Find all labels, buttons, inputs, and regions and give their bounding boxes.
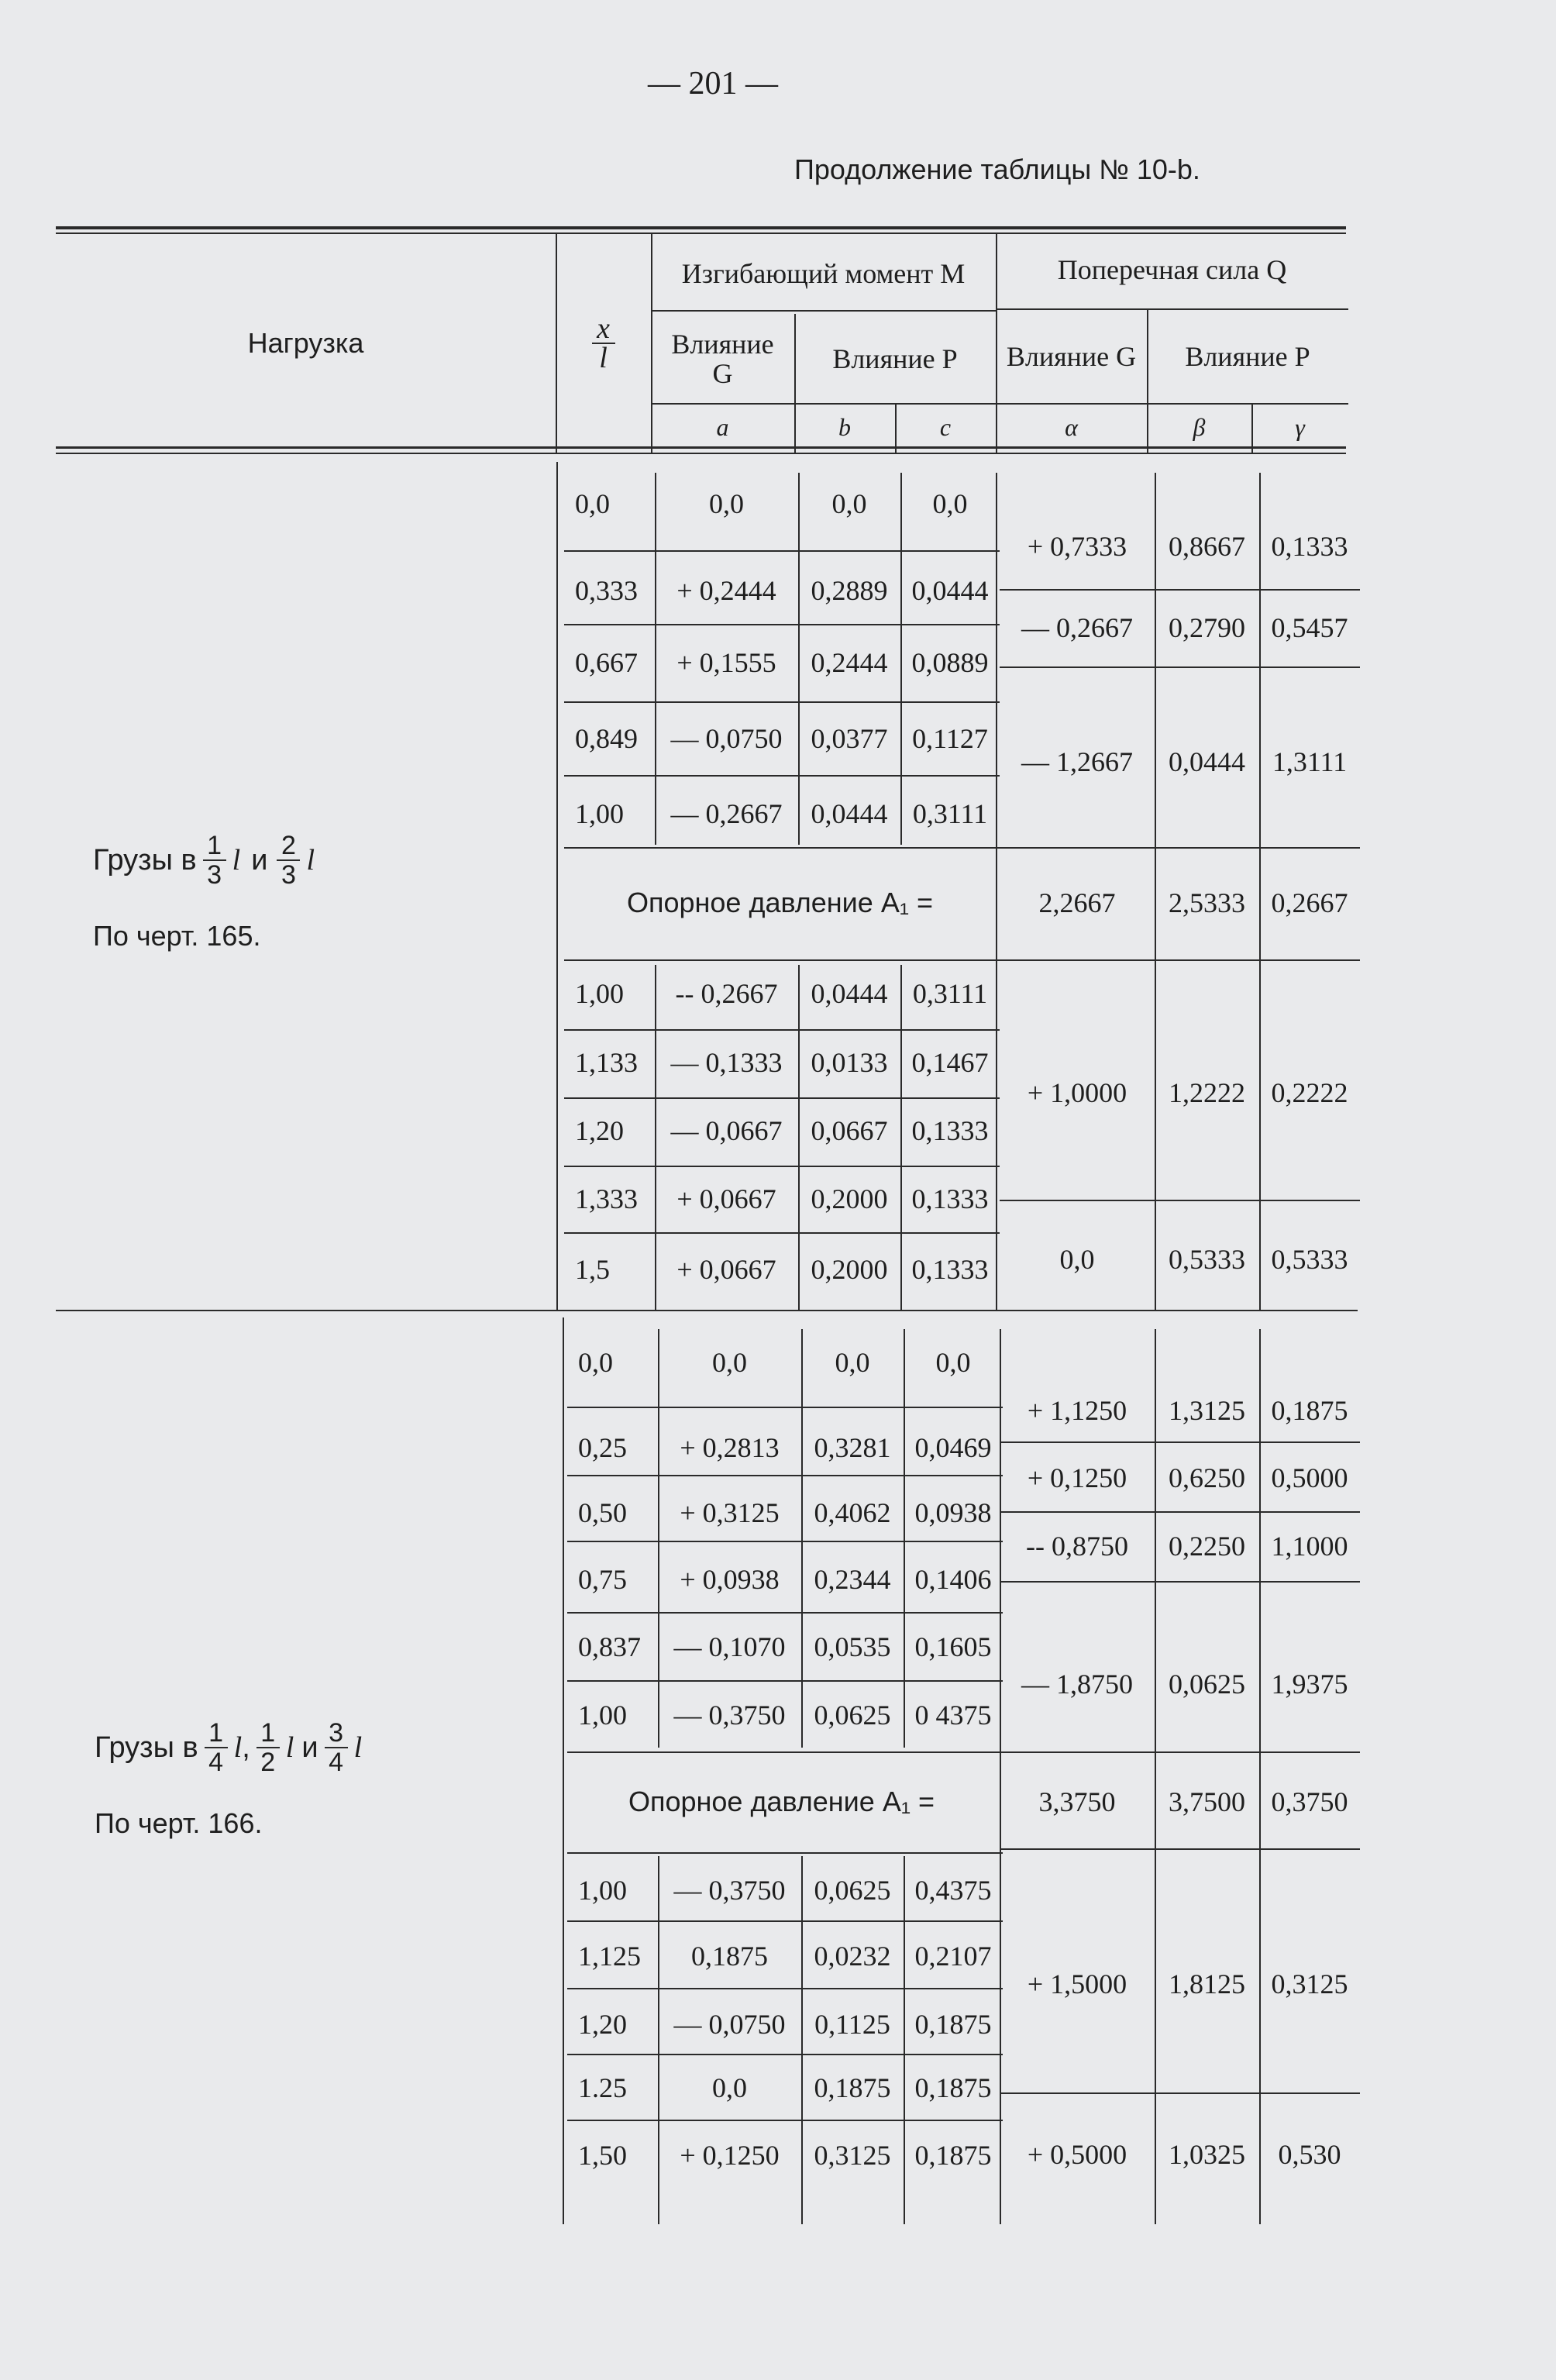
block1-row7-a: — 0,0667	[670, 1115, 783, 1146]
block2-moment-rowline	[567, 1475, 1003, 1476]
block2-row6-b: 0,0625	[814, 1875, 891, 1906]
block2-row0-x: 0,0	[578, 1347, 613, 1378]
block1-l2: l	[306, 844, 315, 877]
block1-row6-a: — 0,1333	[670, 1047, 783, 1078]
block1-shear3-beta: 2,5333	[1169, 887, 1245, 918]
block2-row10-c: 0,1875	[914, 2140, 992, 2171]
block2-row4-c: 0,1605	[914, 1631, 992, 1662]
block1-row5-a: -- 0,2667	[675, 978, 778, 1009]
block2-shear0-beta: 1,3125	[1169, 1395, 1245, 1426]
block1-row4-b: 0,0444	[811, 798, 888, 829]
block1-row7-b: 0,0667	[811, 1115, 888, 1146]
block2-row10-a: + 0,1250	[680, 2140, 780, 2171]
block2-support-pressure-label: Опорное давление A₁ =	[628, 1786, 935, 1817]
top-rule-thin	[56, 232, 1346, 234]
header-bottom-rule-2	[56, 453, 1346, 454]
block1-row3-a: — 0,0750	[670, 722, 783, 754]
block2-label-and: и	[301, 1731, 318, 1764]
block1-row4-a: — 0,2667	[670, 798, 783, 829]
block2-row4-a: — 0,1070	[673, 1631, 786, 1662]
block1-shear-rowline	[1000, 666, 1360, 668]
block1-moment-rowline	[564, 847, 1000, 849]
block2-shear-rowline	[1000, 1441, 1360, 1443]
block1-shear-rowline	[1000, 1200, 1360, 1201]
block2-moment-rowline	[567, 1612, 1003, 1614]
block2-l3: l	[353, 1731, 363, 1764]
block2-shear3-alpha: — 1,8750	[1021, 1668, 1133, 1700]
block2-row6-x: 1,00	[578, 1875, 627, 1906]
block2-shear-rowline	[1000, 1751, 1360, 1753]
block2-row1-c: 0,0469	[914, 1432, 992, 1463]
block2-moment-rowline	[567, 2054, 1003, 2055]
block1-vrule-shear	[996, 473, 997, 1310]
block1-row1-c: 0,0444	[911, 575, 989, 606]
header-vrule-gamma	[1251, 405, 1253, 453]
block2-l1: l	[233, 1731, 243, 1764]
header-vrule-a	[651, 232, 652, 453]
header-col-alpha: α	[1065, 412, 1078, 441]
block1-support-pressure-label: Опорное давление A₁ =	[626, 887, 933, 918]
block1-moment-vrule	[900, 965, 902, 1310]
block2-shear6-gamma: 0,530	[1278, 2139, 1341, 2170]
header-moment-infl-g: Влияние G	[671, 328, 774, 389]
block2-row9-b: 0,1875	[814, 2072, 891, 2103]
block2-row8-c: 0,1875	[914, 2009, 992, 2040]
block2-vrule-beta	[1155, 1329, 1156, 2224]
block1-row5-b: 0,0444	[811, 978, 888, 1009]
block1-shear0-gamma: 0,1333	[1271, 531, 1348, 562]
block2-row0-a: 0,0	[712, 1347, 747, 1378]
header-load: Нагрузка	[247, 326, 364, 359]
block1-moment-vrule	[900, 473, 902, 845]
block2-shear2-alpha: -- 0,8750	[1026, 1531, 1128, 1562]
block1-row3-x: 0,849	[575, 722, 638, 754]
block1-shear0-beta: 0,8667	[1169, 531, 1245, 562]
block2-row6-a: — 0,3750	[673, 1875, 786, 1906]
block2-row6-c: 0,4375	[914, 1875, 992, 1906]
block2-row5-a: — 0,3750	[673, 1700, 786, 1731]
block2-vrule-gamma	[1259, 1329, 1261, 2224]
block1-shear2-beta: 0,0444	[1169, 746, 1245, 777]
header-vrule-beta	[1147, 310, 1148, 453]
block2-shear-rowline	[1000, 1848, 1360, 1850]
block1-vrule-left	[556, 462, 558, 1310]
block1-row5-c: 0,3111	[912, 978, 988, 1009]
block1-moment-rowline	[564, 1232, 1000, 1234]
block2-row8-a: — 0,0750	[673, 2009, 786, 2040]
block1-row4-x: 1,00	[575, 798, 624, 829]
block2-shear4-alpha: 3,3750	[1038, 1786, 1116, 1817]
block2-row3-c: 0,1406	[914, 1563, 992, 1595]
block2-moment-rowline	[567, 1751, 1003, 1753]
block1-row0-b: 0,0	[831, 488, 867, 519]
block1-row4-c: 0,3111	[912, 798, 988, 829]
block1-f1-den: 3	[207, 860, 222, 890]
header-moment-infl-p: Влияние P	[832, 343, 958, 374]
block2-shear-rowline	[1000, 1581, 1360, 1583]
block1-row1-b: 0,2889	[811, 575, 888, 606]
block1-row6-b: 0,0133	[811, 1047, 888, 1078]
block2-row3-a: + 0,0938	[680, 1563, 780, 1595]
block2-row0-b: 0,0	[835, 1347, 870, 1378]
block2-row5-x: 1,00	[578, 1700, 627, 1731]
block2-shear-rowline	[1000, 1511, 1360, 1513]
header-vrule-shear	[996, 232, 997, 453]
block2-row1-b: 0,3281	[814, 1432, 891, 1463]
block1-moment-vrule	[798, 965, 800, 1310]
block1-row8-c: 0,1333	[911, 1183, 989, 1214]
block2-moment-vrule	[801, 1329, 803, 1748]
block2-f1-num: 1	[208, 1718, 224, 1748]
block1-label-and: и	[251, 843, 268, 877]
block2-row2-c: 0,0938	[914, 1497, 992, 1528]
block2-shear2-beta: 0,2250	[1169, 1531, 1245, 1562]
block2-shear2-gamma: 1,1000	[1271, 1531, 1348, 1562]
block1-row7-x: 1,20	[575, 1115, 624, 1146]
block2-label-prefix: Грузы в	[95, 1731, 198, 1764]
header-vrule-c	[895, 405, 897, 453]
block1-shear4-beta: 1,2222	[1169, 1077, 1245, 1108]
block2-shear6-alpha: + 0,5000	[1027, 2139, 1127, 2170]
block1-row1-a: + 0,2444	[676, 575, 776, 606]
block2-row5-c: 0 4375	[914, 1700, 992, 1731]
block2-f2-num: 1	[260, 1718, 276, 1748]
block1-shear2-gamma: 1,3111	[1272, 746, 1348, 777]
block1-shear-rowline	[1000, 847, 1360, 849]
block2-shear4-gamma: 0,3750	[1271, 1786, 1348, 1817]
block2-row2-a: + 0,3125	[680, 1497, 780, 1528]
header-col-a: a	[716, 412, 729, 441]
block2-moment-vrule	[801, 1856, 803, 2224]
block2-row10-x: 1,50	[578, 2140, 627, 2171]
block2-shear5-alpha: + 1,5000	[1027, 1968, 1127, 1999]
block1-shear4-alpha: + 1,0000	[1027, 1077, 1127, 1108]
block2-f3-num: 3	[329, 1718, 344, 1748]
header-moment: Изгибающий момент M	[681, 257, 966, 289]
block1-moment-vrule	[655, 965, 656, 1310]
top-rule-thick	[56, 226, 1346, 229]
block1-f1-num: 1	[207, 831, 222, 860]
block1-row8-x: 1,333	[575, 1183, 638, 1214]
block1-row9-c: 0,1333	[911, 1254, 989, 1285]
block2-shear0-alpha: + 1,1250	[1027, 1395, 1127, 1426]
block2-row3-x: 0,75	[578, 1563, 627, 1595]
block2-moment-rowline	[567, 1541, 1003, 1542]
block2-shear3-gamma: 1,9375	[1271, 1668, 1348, 1700]
block1-shear-rowline	[1000, 589, 1360, 591]
block2-row7-x: 1,125	[578, 1941, 641, 1972]
header-col-c: c	[939, 412, 952, 441]
block1-moment-rowline	[564, 1097, 1000, 1099]
block1-row2-a: + 0,1555	[676, 647, 776, 678]
block2-shear-rowline	[1000, 2092, 1360, 2094]
table-continuation-caption: Продолжение таблицы № 10-b.	[794, 153, 1200, 185]
block1-shear5-gamma: 0,5333	[1271, 1244, 1348, 1275]
block2-shear1-gamma: 0,5000	[1271, 1462, 1348, 1493]
block1-moment-rowline	[564, 1166, 1000, 1167]
block2-moment-vrule	[658, 1856, 659, 2224]
block2-f3-den: 4	[329, 1748, 344, 1777]
block2-row5-b: 0,0625	[814, 1700, 891, 1731]
block1-shear1-alpha: — 0,2667	[1021, 612, 1133, 643]
block1-shear1-gamma: 0,5457	[1271, 612, 1348, 643]
block2-row4-x: 0,837	[578, 1631, 641, 1662]
block2-row7-b: 0,0232	[814, 1941, 891, 1972]
block2-shear1-alpha: + 0,1250	[1027, 1462, 1127, 1493]
block1-row8-a: + 0,0667	[676, 1183, 776, 1214]
block1-row0-x: 0,0	[575, 488, 610, 519]
block2-shear5-beta: 1,8125	[1169, 1968, 1245, 1999]
block1-row0-a: 0,0	[709, 488, 744, 519]
block2-moment-rowline	[567, 1407, 1003, 1408]
block2-moment-rowline	[567, 1680, 1003, 1682]
block2-moment-vrule	[904, 1329, 905, 1748]
block2-row7-c: 0,2107	[914, 1941, 992, 1972]
block2-moment-vrule	[904, 1856, 905, 2224]
block1-row8-b: 0,2000	[811, 1183, 888, 1214]
block1-reference: По черт. 165.	[93, 920, 261, 952]
header-x-den: l	[599, 341, 608, 374]
block2-reference: По черт. 166.	[95, 1807, 263, 1839]
block2-shear1-beta: 0,6250	[1169, 1462, 1245, 1493]
block1-l1: l	[232, 844, 241, 877]
block1-shear1-beta: 0,2790	[1169, 612, 1245, 643]
block1-vrule-gamma	[1259, 473, 1261, 1310]
block2-row7-a: 0,1875	[691, 1941, 768, 1972]
block1-row5-x: 1,00	[575, 978, 624, 1009]
block2-shear6-beta: 1,0325	[1169, 2139, 1245, 2170]
header-col-b: b	[838, 412, 851, 441]
block1-row9-b: 0,2000	[811, 1254, 888, 1285]
block1-shear0-alpha: + 0,7333	[1027, 531, 1127, 562]
block2-moment-rowline	[567, 1988, 1003, 1989]
block2-row3-b: 0,2344	[814, 1563, 891, 1595]
block2-row4-b: 0,0535	[814, 1631, 891, 1662]
block2-row1-x: 0,25	[578, 1432, 627, 1463]
block2-f1-den: 4	[208, 1748, 224, 1777]
block1-label-prefix: Грузы в	[93, 843, 197, 877]
block2-f2-den: 2	[260, 1748, 276, 1777]
header-shear: Поперечная сила Q	[1057, 253, 1287, 285]
header-x-num: x	[597, 312, 610, 345]
block2-label: Грузы в $\frac{1}{4}$ l , $\frac{1}{2}$ l и $\frac{3}{4}$ l По черт. 166.	[95, 1705, 528, 1840]
header-moment-underline	[651, 310, 996, 312]
header-col-gamma: γ	[1295, 412, 1305, 441]
block1-moment-rowline	[564, 959, 1000, 961]
block1-moment-rowline	[564, 701, 1000, 703]
block2-shear3-beta: 0,0625	[1169, 1668, 1245, 1700]
block2-shear0-gamma: 0,1875	[1271, 1395, 1348, 1426]
block2-l2: l	[285, 1731, 294, 1764]
block1-row9-x: 1,5	[575, 1254, 610, 1285]
block2-shear4-beta: 3,7500	[1169, 1786, 1245, 1817]
block2-vrule-left	[563, 1317, 564, 2224]
block1-row1-x: 0,333	[575, 575, 638, 606]
block1-row6-c: 0,1467	[911, 1047, 989, 1078]
block1-bottom-rule	[56, 1310, 1358, 1311]
block2-row8-b: 0,1125	[814, 2009, 890, 2040]
block1-shear5-beta: 0,5333	[1169, 1244, 1245, 1275]
block2-row9-a: 0,0	[712, 2072, 747, 2103]
block2-moment-rowline	[567, 2120, 1003, 2121]
block2-row10-b: 0,3125	[814, 2140, 891, 2171]
block1-vrule-beta	[1155, 473, 1156, 1310]
block1-moment-vrule	[798, 473, 800, 845]
block2-moment-rowline	[567, 1920, 1003, 1922]
block2-vrule-shear	[1000, 1329, 1001, 2224]
block2-row1-a: + 0,2813	[680, 1432, 780, 1463]
block1-row9-a: + 0,0667	[676, 1254, 776, 1285]
block1-row6-x: 1,133	[575, 1047, 638, 1078]
block1-shear-rowline	[1000, 959, 1360, 961]
block1-f2-den: 3	[281, 860, 296, 890]
block1-shear2-alpha: — 1,2667	[1021, 746, 1133, 777]
header-vrule-b	[794, 314, 796, 453]
header-vrule-x	[556, 232, 557, 453]
block1-row2-b: 0,2444	[811, 647, 888, 678]
block1-row0-c: 0,0	[932, 488, 968, 519]
block1-shear3-alpha: 2,2667	[1038, 887, 1116, 918]
block2-moment-vrule	[658, 1329, 659, 1748]
block1-moment-rowline	[564, 624, 1000, 625]
block1-row3-b: 0,0377	[811, 722, 888, 754]
block1-moment-rowline	[564, 1029, 1000, 1031]
header-shear-infl-g: Влияние G	[1006, 341, 1137, 372]
block2-row0-c: 0,0	[935, 1347, 971, 1378]
block1-row7-c: 0,1333	[911, 1115, 989, 1146]
header-bottom-rule-1	[56, 446, 1346, 449]
block1-shear4-gamma: 0,2222	[1271, 1077, 1348, 1108]
header-shear-infl-p: Влияние P	[1185, 341, 1310, 372]
header-col-beta: β	[1193, 412, 1206, 441]
block1-shear3-gamma: 0,2667	[1271, 887, 1348, 918]
block1-moment-rowline	[564, 550, 1000, 552]
block1-f2-num: 2	[281, 831, 296, 860]
block1-row3-c: 0,1127	[912, 722, 988, 754]
block1-moment-rowline	[564, 775, 1000, 777]
block2-shear5-gamma: 0,3125	[1271, 1968, 1348, 1999]
block2-row2-b: 0,4062	[814, 1497, 891, 1528]
block2-moment-rowline	[567, 1852, 1003, 1854]
header-shear-underline	[996, 308, 1348, 310]
block2-row9-x: 1.25	[578, 2072, 627, 2103]
block1-moment-vrule	[655, 473, 656, 845]
block1-shear5-alpha: 0,0	[1059, 1244, 1095, 1275]
page-number: — 201 —	[648, 66, 778, 102]
block1-row2-x: 0,667	[575, 647, 638, 678]
block2-row9-c: 0,1875	[914, 2072, 992, 2103]
block2-row8-x: 1,20	[578, 2009, 627, 2040]
header-letters-topline	[651, 403, 1348, 405]
block1-row2-c: 0,0889	[911, 647, 989, 678]
block2-row2-x: 0,50	[578, 1497, 627, 1528]
